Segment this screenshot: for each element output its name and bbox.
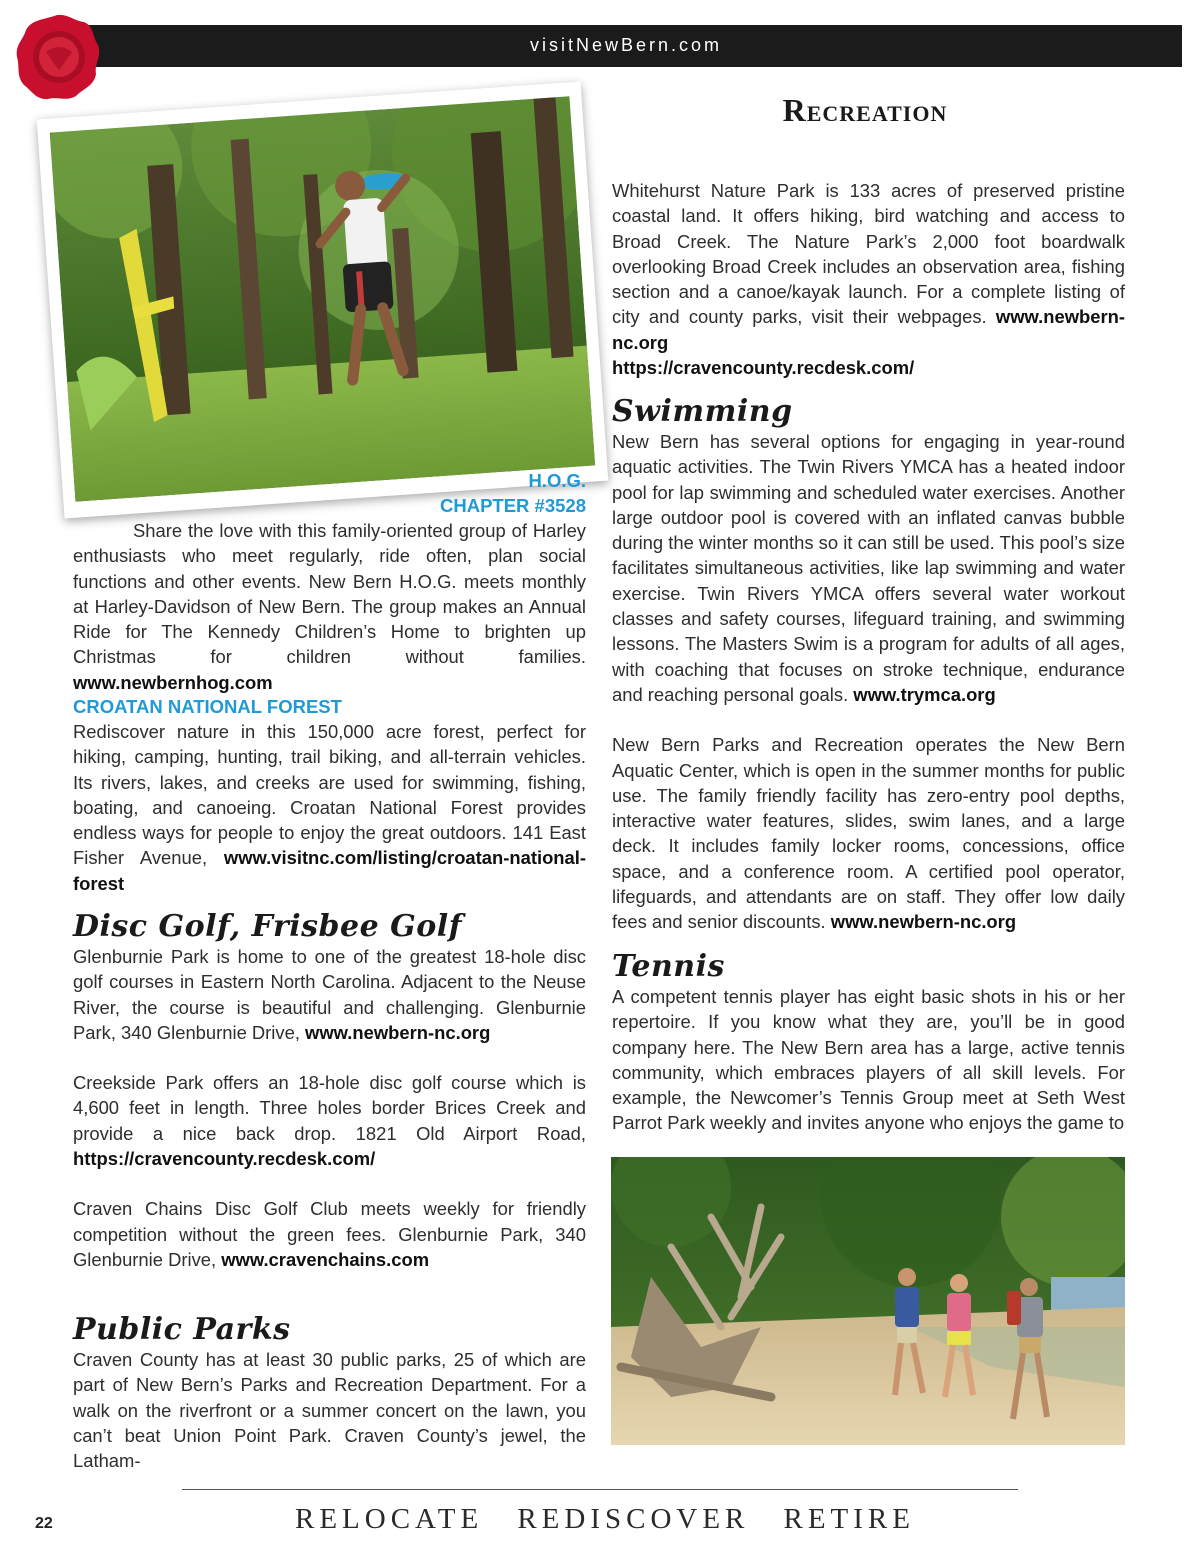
whitehurst-link-1[interactable]: www.newbern-nc.org — [612, 306, 1125, 353]
hog-section — [73, 518, 586, 695]
hog-link[interactable]: www.newbernhog.com — [73, 671, 273, 693]
swimming-heading: Swimming — [612, 394, 793, 429]
croatan-text: Rediscover nature in this 150,000 acre forest, perfect for hiking, camping, hunting, trail biking, and all-terrain vehicles. Its rivers, lakes, and creeks are used for swimming, fishing, boating, and canoeing. Croatan National Forest provides endless ways for people to enjoy the great outdoors. 141 East Fisher Avenue, — [73, 721, 586, 869]
wax-seal-icon — [14, 12, 100, 102]
beach-hikers-photo — [611, 1157, 1125, 1445]
whitehurst-body — [612, 178, 1125, 380]
disc-golf-p3-link[interactable]: www.cravenchains.com — [221, 1248, 430, 1270]
hog-heading — [73, 468, 586, 518]
croatan-heading: CROATAN NATIONAL FOREST — [73, 696, 342, 717]
disc-golf-p3 — [73, 1196, 586, 1272]
swimming-p1 — [612, 429, 1125, 707]
croatan-body — [73, 719, 586, 896]
disc-golf-p2-link[interactable]: https://cravencounty.recdesk.com/ — [73, 1148, 376, 1170]
swimming-p2 — [612, 732, 1125, 934]
site-url: visitNewBern.com — [529, 35, 723, 55]
whitehurst-text: Whitehurst Nature Park is 133 acres of preserved pristine coastal land. It offers hiking, bird watching and access to Broad Creek. The Nature Park’s 2,000 foot boardwalk overlooking Broad Creek includes an observation area, fishing section and a canoe/kayak launch. For a complete listing of city and county parks, visit their webpages. — [612, 180, 1125, 328]
tennis-heading: Tennis — [612, 949, 725, 984]
disc-golf-photo-frame — [37, 81, 609, 518]
public-parks-heading: Public Parks — [73, 1312, 291, 1347]
footer-tagline — [295, 1503, 915, 1536]
swimming-p2-text: New Bern Parks and Recreation operates the New Bern Aquatic Center, which is open in the summer months for public use. The family friendly facility has zero-entry pool depths, interactive water features, slides, swim lanes, and a large deck. It includes family locker rooms, concessions, office space, and a conference room. A certified pool operator, lifeguards, and attendants are on staff. They offer low daily fees and senior discounts. — [612, 734, 1125, 933]
public-parks-section — [73, 1313, 586, 1473]
whitehurst-section — [612, 178, 1125, 380]
swimming-p1-link[interactable]: www.trymca.org — [853, 683, 996, 705]
whitehurst-link-2[interactable]: https://cravencounty.recdesk.com/ — [612, 357, 915, 379]
section-title: Recreation — [782, 92, 948, 128]
disc-golf-p1 — [73, 944, 586, 1045]
footer-word-rediscover: REDISCOVER — [517, 1503, 750, 1535]
disc-golf-p2 — [73, 1070, 586, 1171]
disc-golf-p3-text: Craven Chains Disc Golf Club meets weekly for friendly competition without the green fees. Glenburnie Park, 340 Glenburnie Drive, — [73, 1198, 586, 1270]
swimming-section — [612, 395, 1125, 935]
disc-golf-photo — [50, 96, 596, 501]
disc-golf-p1-link[interactable]: www.newbern-nc.org — [305, 1021, 491, 1043]
tennis-section — [612, 950, 1125, 1136]
disc-golf-p1-text: Glenburnie Park is home to one of the greatest 18-hole disc golf courses in Eastern North Carolina. Adjacent to the Neuse River, the course is beautiful and challenging. Glenburnie Park, 340 Glenburnie Drive, — [73, 946, 586, 1043]
tennis-body: A competent tennis player has eight basic shots in his or her repertoire. If you know what they are, you’ll be in good company here. The New Bern area has a large, active tennis community, which embraces players of all skill levels. For example, the Newcomer’s Tennis Group meet at Seth West Parrot Park weekly and invites anyone who enjoys the game to — [612, 986, 1125, 1134]
footer-divider — [182, 1489, 1018, 1490]
hog-heading-line2: CHAPTER #3528 — [439, 495, 586, 516]
croatan-link[interactable]: www.visitnc.com/listing/croatan-national-forest — [73, 847, 586, 894]
page-number: 22 — [35, 1515, 53, 1532]
footer-word-relocate: RELOCATE — [295, 1503, 484, 1535]
swimming-p2-link[interactable]: www.newbern-nc.org — [830, 911, 1017, 933]
hog-body — [73, 518, 586, 695]
disc-golf-heading: Disc Golf, Frisbee Golf — [73, 909, 463, 944]
hog-heading-line1: H.O.G. — [528, 470, 586, 491]
hog-text: Share the love with this family-oriented group of Harley enthusiasts who meet regularly, ride often, plan social functions and other events. New Bern H.O.G. meets monthly at Harley-Davidson of New Bern. The group makes an Annual Ride for The Kennedy Children’s Home to brighten up Christmas for children without families. — [73, 520, 586, 668]
disc-golf-section — [73, 910, 586, 1272]
croatan-section — [73, 694, 586, 896]
swimming-p1-text: New Bern has several options for engaging in year-round aquatic activities. The Twin Rivers YMCA has a heated indoor pool for lap swimming and scheduled water exercises. Another large outdoor pool is covered with an inflated canvas bubble during the winter months so it can still be used. This pool’s size facilitates simultaneous activities, like lap swimming and water exercise. Twin Rivers YMCA offers several water workout classes and safety courses, lifeguard training, and swimming lessons. The Masters Swim is a program for adults of all ages, with coaching that focuses on stroke technique, endurance and reaching personal goals. — [612, 431, 1125, 705]
public-parks-body: Craven County has at least 30 public parks, 25 of which are part of New Bern’s Parks and Recreation Department. For a walk on the riverfront or a summer concert on the lawn, you can’t beat Union Point Park. Craven County’s jewel, the Latham- — [73, 1349, 586, 1472]
footer-word-retire: RETIRE — [783, 1503, 915, 1535]
header-bar — [70, 25, 1182, 67]
disc-golf-p2-text: Creekside Park offers an 18-hole disc golf course which is 4,600 feet in length. Three holes border Brices Creek and provide a nice back drop. 1821 Old Airport Road, — [73, 1072, 586, 1144]
